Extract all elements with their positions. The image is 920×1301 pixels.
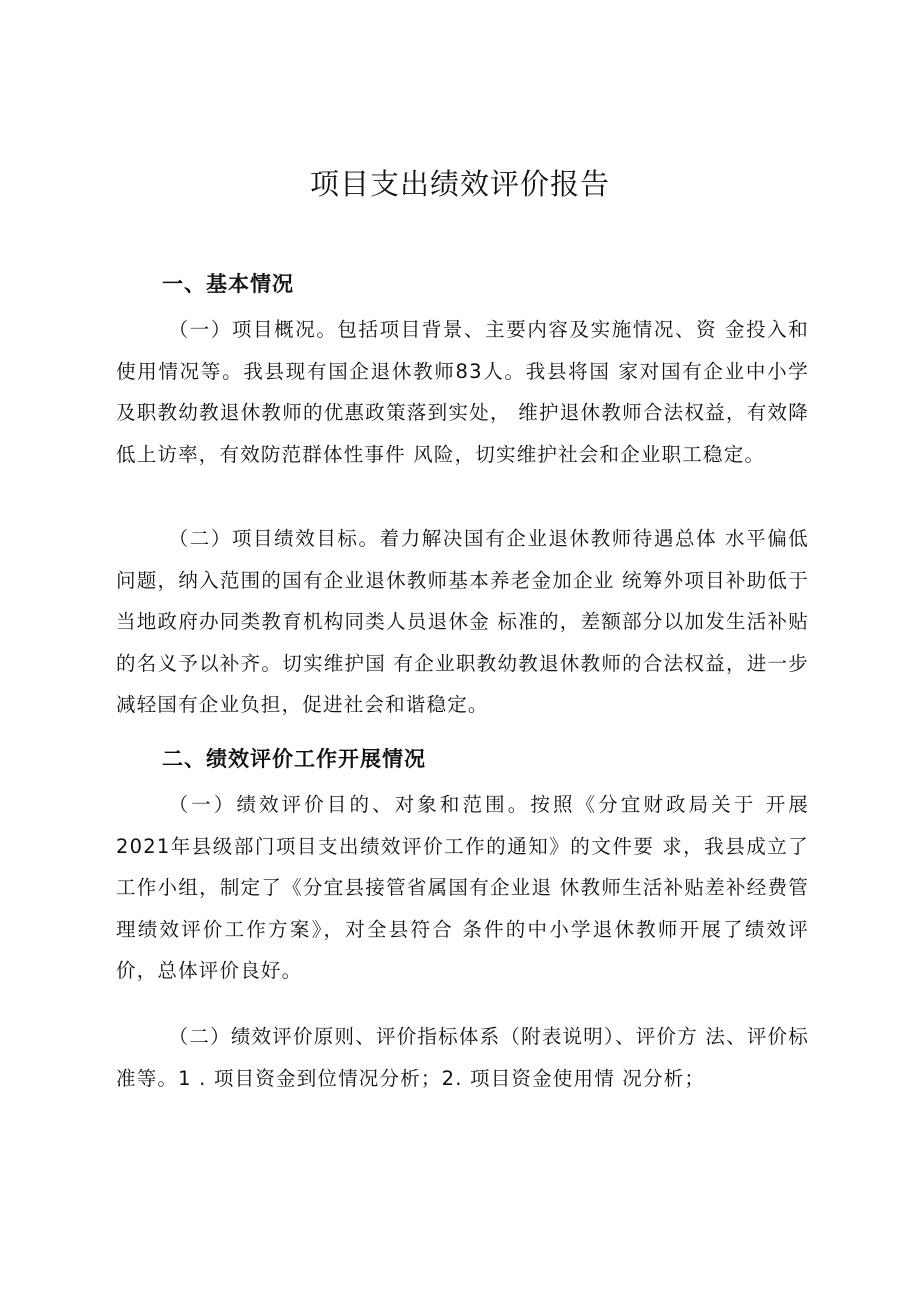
paragraph-project-overview: （一）项目概况。包括项目背景、主要内容及实施情况、资 金投入和使用情况等。我县现有国企退休教师83人。我县将国 家对国有企业中小学及职教幼教退休教师的优惠政策落到实处， 维护退休教师合法权益，有效降低上访率，有效防范群体性事件 风险，切实维护社会和企业职工稳定。 — [116, 318, 809, 466]
paragraph-evaluation-purpose: （一）绩效评价目的、对象和范围。按照《分宜财政局关于 开展2021年县级部门项目支出绩效评价工作的通知》的文件要 求，我县成立了工作小组，制定了《分宜县接管省属国有企业退 休教师生活补贴差补经费管理绩效评价工作方案》，对全县符合 条件的中小学退休教师开展了绩效评价，总体评价良好。 — [116, 793, 809, 982]
paragraph-evaluation-principles: （二）绩效评价原则、评价指标体系（附表说明）、评价方 法、评价标准等。1 . 项目资金到位情况分析；2. 项目资金使用情 况分析； — [116, 1025, 809, 1090]
paragraph-performance-goals: （二）项目绩效目标。着力解决国有企业退休教师待遇总体 水平偏低问题，纳入范围的国有企业退休教师基本养老金加企业 统筹外项目补助低于当地政府办同类教育机构同类人员退休金 标准的，差额部分以加发生活补贴的名义予以补齐。切实维护国 有企业职教幼教退休教师的合法权益，进一步减轻国有企业负担，促进社会和谐稳定。 — [116, 527, 809, 716]
document-title: 项目支出绩效评价报告 — [309, 167, 610, 201]
section-heading-evaluation-work: 二、绩效评价工作开展情况 — [162, 747, 426, 771]
section-heading-basic-info: 一、基本情况 — [162, 272, 294, 296]
